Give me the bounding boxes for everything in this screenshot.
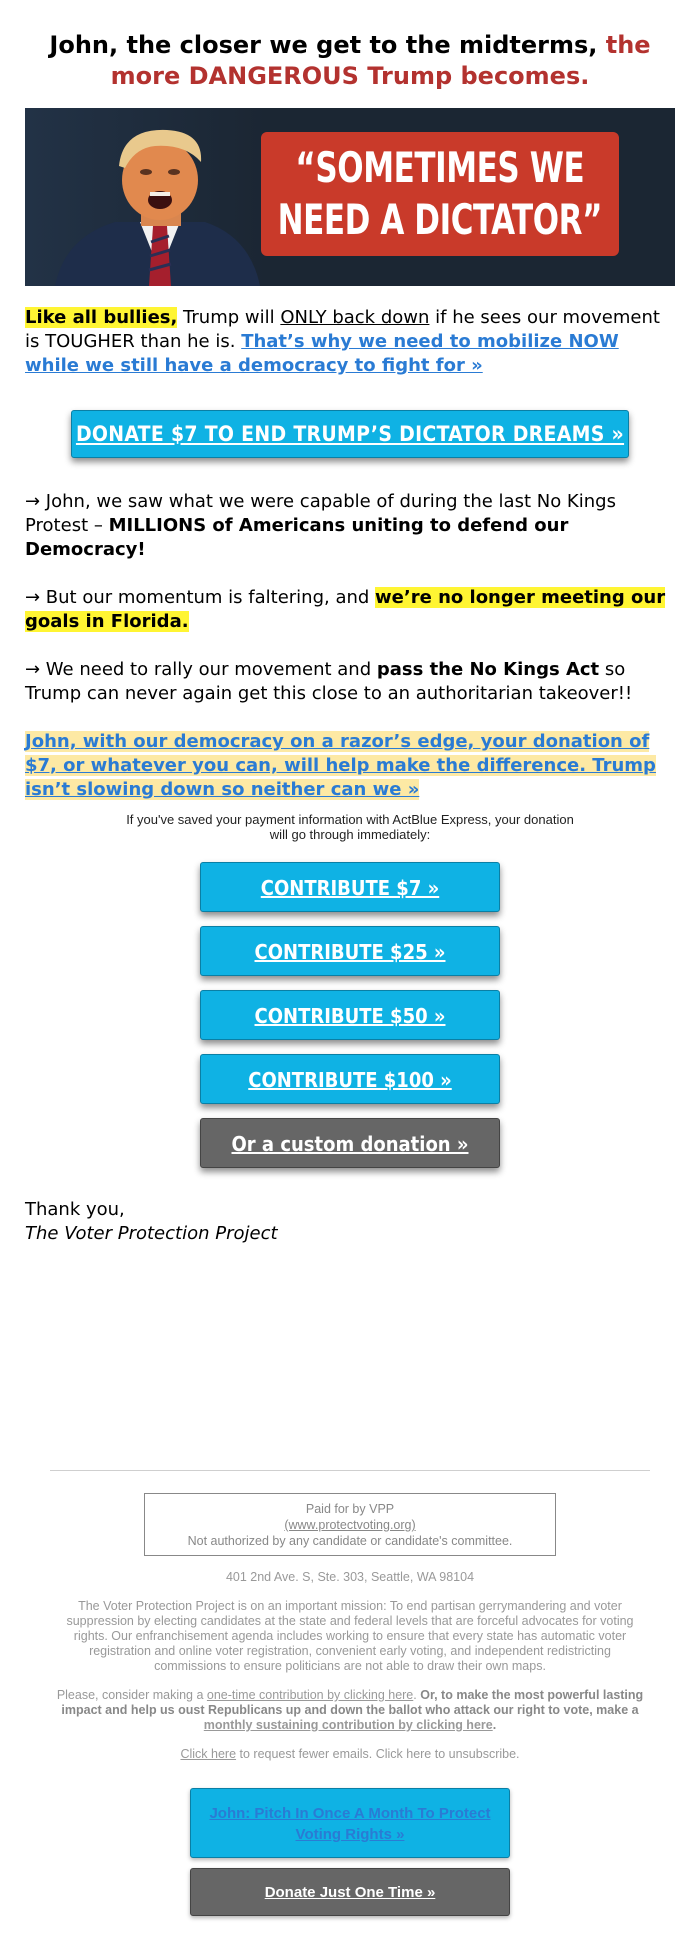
email-preferences-paragraph (55, 1747, 645, 1762)
bullet-3 (25, 658, 675, 706)
monthly-donation-button[interactable]: John: Pitch In Once A Month To Protect Voting Rights » (190, 1788, 510, 1858)
disclaimer-text: Not authorized by any candidate or candidate's committee. (187, 1534, 513, 1548)
quote-line-2: NEED A DICTATOR” (277, 195, 603, 244)
consider-paragraph (55, 1688, 645, 1733)
one-time-contribution-link[interactable]: one-time contribution by clicking here (206, 1688, 414, 1702)
mission-text: The Voter Protection Project is on an important mission: To end partisan gerrymandering and voter suppression by electing candidates at the state and federal levels that are forceful advocates for voting rights. Our enfranchisement agenda includes working to ensure that every state has automatic voter registration and online voter registration, convenient early voting, and independent redistricting commissions to ensure politicians are not able to draw their own maps. (66, 1599, 634, 1673)
consider-text-1: Please, consider making a (56, 1688, 207, 1702)
signoff (25, 1198, 675, 1246)
intro-underlined: ONLY back down (280, 307, 430, 328)
mobilize-link[interactable]: That’s why we need to mobilize NOW while we still have a democracy to fight for » (25, 331, 619, 376)
hero-image[interactable] (25, 108, 675, 286)
intro-highlight: Like all bullies, (25, 307, 178, 328)
headline-part1: John, the closer we get to the midterms, (49, 31, 606, 59)
footer (0, 1470, 700, 1916)
intro-text-2: if he sees our movement is TOUGHER than he is. (25, 307, 660, 352)
contribute-button-group (200, 862, 500, 1168)
signoff-thanks: Thank you, (25, 1199, 125, 1220)
bullet-1-text: → John, we saw what we were capable of during the last No Kings Protest – (25, 491, 616, 536)
actblue-express-note: If you've saved your payment information with ActBlue Express, your donation will go through immediately: (126, 812, 574, 842)
donate-main-button[interactable]: DONATE $7 TO END TRUMP’S DICTATOR DREAMS » (71, 410, 629, 458)
bullet-3-text: → We need to rally our movement and (25, 659, 377, 680)
address-text: 401 2nd Ave. S, Ste. 303, Seattle, WA 98104 (225, 1570, 475, 1584)
bullet-1-bold: MILLIONS of Americans uniting to defend our Democracy! (25, 515, 569, 560)
contribute-50-button[interactable]: CONTRIBUTE $50 » (200, 990, 500, 1040)
headline-part2: the more DANGEROUS Trump becomes. (110, 31, 651, 90)
intro-paragraph (25, 306, 675, 378)
quote-line-1: “SOMETIMES WE (295, 143, 585, 192)
quote-banner (261, 132, 619, 256)
custom-donation-button[interactable]: Or a custom donation » (200, 1118, 500, 1168)
consider-text-2: . (413, 1688, 421, 1702)
contribute-7-button[interactable]: CONTRIBUTE $7 » (200, 862, 500, 912)
paid-by-text: Paid for by VPP (305, 1502, 395, 1516)
bullet-2-highlight: we’re no longer meeting our goals in Florida. (25, 587, 666, 632)
contribute-25-button[interactable]: CONTRIBUTE $25 » (200, 926, 500, 976)
trump-portrait-image (45, 122, 275, 286)
footer-divider (50, 1470, 650, 1471)
consider-bold-text: Or, to make the most powerful lasting impact and help us oust Republicans up and down the ballot who attack our right to vote, make a (61, 1688, 644, 1717)
fewer-emails-text: to request fewer emails. Click here to unsubscribe. (236, 1747, 520, 1761)
headline (25, 0, 675, 92)
bullet-2-text: → But our momentum is faltering, and (25, 587, 376, 608)
consider-period: . (492, 1718, 497, 1732)
monthly-contribution-link[interactable]: monthly sustaining contribution by clicking here (203, 1718, 493, 1732)
intro-text-1: Trump will (177, 307, 281, 328)
appeal-paragraph (25, 730, 675, 802)
contribute-100-button[interactable]: CONTRIBUTE $100 » (200, 1054, 500, 1104)
website-link[interactable]: (www.protectvoting.org) (284, 1518, 416, 1532)
paid-for-box (144, 1493, 556, 1556)
bullet-3-bold: pass the No Kings Act (376, 659, 600, 680)
bullet-1 (25, 490, 675, 562)
appeal-link[interactable]: John, with our democracy on a razor’s edge, your donation of $7, or whatever you can, will help make the difference. Trump isn’t slowing down so neither can we » (25, 731, 656, 800)
fewer-emails-link[interactable]: Click here (180, 1747, 237, 1761)
bullet-3-end: so Trump can never again get this close to an authoritarian takeover!! (25, 659, 633, 704)
email-body (25, 0, 675, 1246)
bullet-2 (25, 586, 675, 634)
signoff-org: The Voter Protection Project (25, 1223, 278, 1244)
one-time-donation-button[interactable]: Donate Just One Time » (190, 1868, 510, 1916)
